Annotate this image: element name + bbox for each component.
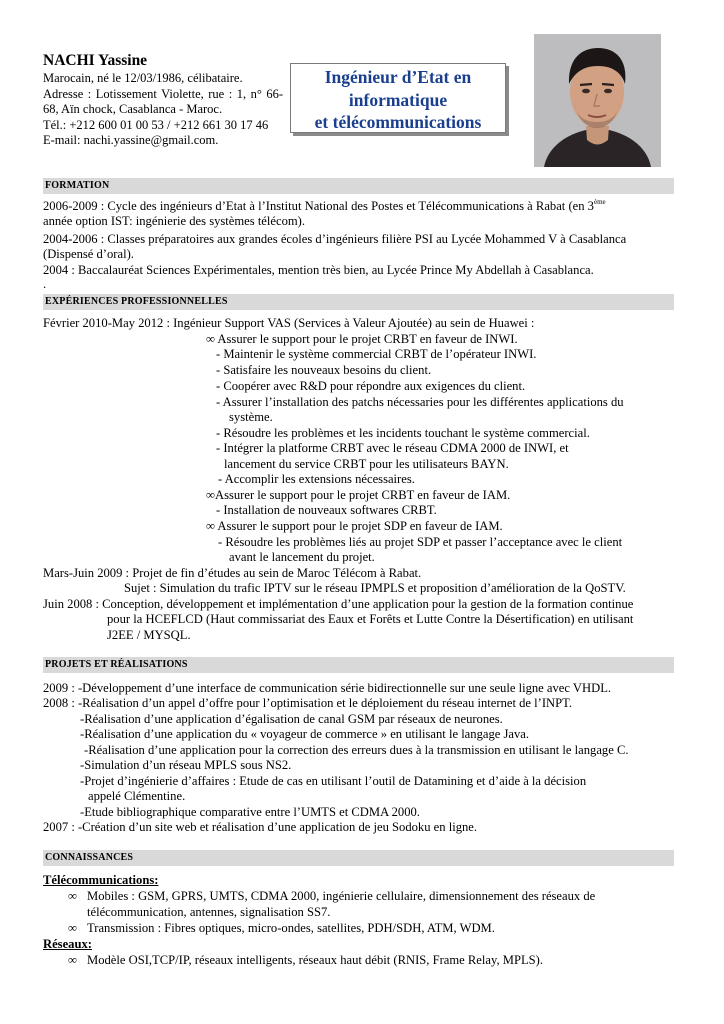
bullet-icon: ∞ (68, 953, 77, 967)
experience-task: ∞ Assurer le support pour le projet CRBT en faveur de INWI. (206, 332, 518, 346)
section-title: FORMATION (45, 180, 110, 191)
experience-task-cont: avant le lancement du projet. (229, 550, 375, 564)
experience-task: ∞Assurer le support pour le projet CRBT en faveur de IAM. (206, 488, 511, 502)
personal-info: Marocain, né le 12/03/1986, célibataire. (43, 71, 243, 85)
skill-transmission: Transmission : Fibres optiques, micro-ondes, satellites, PDH/SDH, ATM, WDM. (87, 921, 495, 935)
experience-2008: Juin 2008 : Conception, développement et implémentation d’une application pour la gestion de la formation continue (43, 597, 634, 611)
section-title: EXPÉRIENCES PROFESSIONNELLES (45, 296, 228, 307)
project-item-cont: appelé Clémentine. (88, 789, 186, 803)
formation-entry-2006-cont: année option IST: ingénierie des systèmes télécom). (43, 214, 306, 228)
superscript: ème (593, 198, 606, 206)
skill-reseaux: Modèle OSI,TCP/IP, réseaux intelligents, réseaux haut débit (RNIS, Frame Relay, MPLS). (87, 953, 543, 967)
experience-task: - Intégrer la platforme CRBT avec le réseau CDMA 2000 de INWI, et (216, 441, 569, 455)
project-item: -Simulation d’un réseau MPLS sous NS2. (80, 758, 292, 772)
experience-task-cont: lancement du service CRBT pour les utilisateurs BAYN. (224, 457, 509, 471)
experience-2008-cont: pour la HCEFLCD (Haut commissariat des Eaux et Forêts et Lutte Contre la Désertification) en utilisant (107, 612, 634, 626)
experience-task-cont: système. (229, 410, 273, 424)
formation-entry-2004-cont: (Dispensé d’oral). (43, 247, 134, 261)
project-item: 2009 : -Développement d’une interface de communication série bidirectionnelle sur une seule ligne avec VHDL. (43, 681, 612, 695)
formation-entry-2006 (43, 199, 674, 215)
experience-task: - Assurer l’installation des patchs nécessaries pour les différentes applications du (216, 395, 624, 409)
experience-task: - Maintenir le système commercial CRBT de l’opérateur INWI. (216, 347, 537, 361)
job-title-line: et télécommunications (314, 112, 482, 132)
experience-2008-cont: J2EE / MYSQL. (107, 628, 191, 642)
job-title-box (290, 63, 506, 133)
experience-task: ∞ Assurer le support pour le projet SDP en faveur de IAM. (206, 519, 503, 533)
bullet-icon: ∞ (68, 889, 77, 903)
experience-huawei: Février 2010-May 2012 : Ingénieur Support VAS (Services à Valeur Ajoutée) au sein de Huawei : (43, 316, 535, 330)
project-item: -Projet d’ingénierie d’affaires : Etude de cas en utilisant l’outil de Datamining et d’aide à la décision (80, 774, 587, 788)
profile-photo (534, 34, 661, 167)
project-item: -Réalisation d’une application du « voyageur de commerce » en utilisant le langage Java. (80, 727, 530, 741)
job-title-line: Ingénieur d’Etat en (324, 67, 472, 87)
experience-task: - Coopérer avec R&D pour répondre aux exigences du client. (216, 379, 526, 393)
project-item: -Réalisation d’une application d’égalisation de canal GSM par réseaux de neurones. (80, 712, 503, 726)
section-title: PROJETS ET RÉALISATIONS (45, 659, 188, 670)
phone: Tél.: +212 600 01 00 53 / +212 661 30 17 46 (43, 117, 269, 132)
section-bar-projets (43, 657, 674, 673)
project-item: -Réalisation d’une application pour la correction des erreurs dues à la transmission en utilisant le langage C. (84, 743, 629, 757)
skill-mobiles: Mobiles : GSM, GPRS, UMTS, CDMA 2000, ingénierie cellulaire, dimensionnement des réseaux de (87, 889, 596, 903)
formation-text: 2006-2009 : Cycle des ingénieurs d’Etat à l’Institut National des Postes et Télécommunications à Rabat (en 3 (43, 199, 594, 213)
section-bar-formation (43, 178, 674, 194)
telecom-heading: Télécommunications: (43, 873, 159, 887)
bullet-icon: ∞ (68, 921, 77, 935)
experience-task: - Installation de nouveaux softwares CRBT. (216, 503, 437, 517)
project-item: 2007 : -Création d’un site web et réalisation d’une application de jeu Sodoku en ligne. (43, 820, 478, 834)
experience-task: - Accomplir les extensions nécessaires. (218, 472, 415, 486)
candidate-name: NACHI Yassine (43, 52, 148, 69)
job-title-line: informatique (348, 89, 448, 110)
experience-task: - Résoudre les problèmes et les incidents touchant le système commercial. (216, 426, 590, 440)
formation-entry-bac: 2004 : Baccalauréat Sciences Expérimentales, mention très bien, au Lycée Prince My Abdellah à Casablanca. (43, 263, 594, 277)
contact-block (43, 71, 283, 149)
skill-mobiles-cont: télécommunication, antennes, signalisation SS7. (87, 905, 331, 919)
experience-task: - Résoudre les problèmes liés au projet SDP et passer l’acceptance avec le client (218, 535, 623, 549)
section-title: CONNAISSANCES (45, 852, 134, 863)
project-item: 2008 : -Réalisation d’un appel d’offre pour l’optimisation et le déploiement du réseau internet de l’INPT. (43, 696, 573, 710)
project-item: -Etude bibliographique comparative entre l’UMTS et CDMA 2000. (80, 805, 420, 819)
email: E-mail: nachi.yassine@gmail.com. (43, 133, 219, 148)
reseaux-heading: Réseaux: (43, 937, 92, 951)
formation-dot: . (43, 277, 47, 291)
experience-pfe: Mars-Juin 2009 : Projet de fin d’études au sein de Maroc Télécom à Rabat. (43, 566, 422, 580)
formation-entry-2004: 2004-2006 : Classes préparatoires aux grandes écoles d’ingénieurs filière PSI au Lycée Mohammed V à Casablanca (43, 232, 627, 246)
address: Adresse : Lotissement Violette, rue : 1, n° 66-68, Aïn chock, Casablanca - Maroc. (43, 86, 283, 117)
experience-pfe-subject: Sujet : Simulation du trafic IPTV sur le réseau IPMPLS et proposition d’amélioration de la QoSTV. (124, 581, 626, 595)
section-bar-connaissances (43, 850, 674, 866)
portrait-image (534, 34, 661, 167)
experience-task: - Satisfaire les nouveaux besoins du client. (216, 363, 432, 377)
section-bar-experiences (43, 294, 674, 310)
